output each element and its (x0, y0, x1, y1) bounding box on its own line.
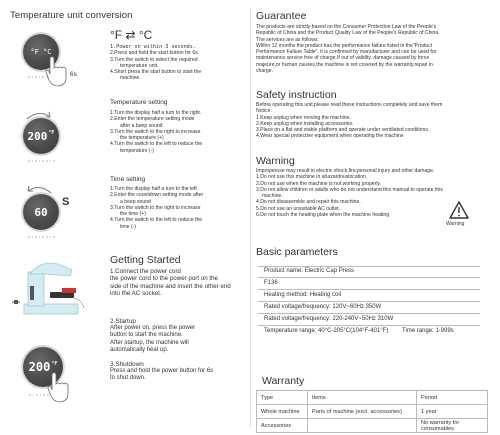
warranty-cell (308, 419, 417, 433)
unit-toggle-label: °F °C (30, 48, 52, 56)
warning-text (256, 168, 456, 218)
safety-title: Safety instruction (256, 89, 337, 101)
guarantee-title: Guarantee (256, 10, 307, 22)
step-line: 1.Turn the display half a turn to the left (110, 186, 197, 192)
step-line: side of the machine and insert the other end (110, 282, 231, 290)
step-line: 1.Turn the display half a turn to the right. (110, 110, 202, 116)
temp-conversion-title: Temperature unit conversion (10, 10, 133, 21)
safety-text (256, 102, 496, 140)
params-row (258, 278, 480, 290)
text-line: Within 12 months the product has the performance failure listed in the"Product (256, 42, 433, 49)
temp-setting-title: Temperature setting (110, 99, 168, 106)
temperature-value: 200 (27, 129, 48, 143)
params-row (258, 314, 480, 326)
time-value: 60 (34, 205, 48, 219)
warning-triangle-icon (448, 200, 470, 220)
step-line: 4.Turn the switch to the left to reduce the (110, 217, 203, 224)
text-line: The products are strictly based on the Consumer Protection Law of the People's (256, 24, 437, 30)
warranty-header: Items (308, 391, 417, 405)
warranty-table (256, 390, 488, 433)
text-line: 1.Keep unplug when moving the machine. (256, 114, 351, 121)
warranty-cell: Accessories (257, 419, 308, 433)
text-line: Improperuse may result in electric shock,fire,personal injury and other damage. (256, 168, 435, 174)
shutdown-step-title: 3.Shutdown (110, 361, 144, 368)
step-line: Press and hold the power button for 6s (110, 368, 214, 375)
connect-step-title: 1.Connect the power cord (110, 268, 181, 275)
startup-step-title: 2.Startup (110, 318, 136, 325)
warranty-header-row (257, 391, 488, 405)
step-line: a beep sound (120, 198, 151, 205)
pointing-hand-icon (44, 54, 70, 88)
text-line: majeure,or human causes,the machine is not covered by the warranty,repair in (256, 61, 433, 68)
param-value: Rated voltage/frequency: 220-240V~50Hz 310W (264, 316, 394, 322)
step-line: time (-) (120, 223, 137, 230)
step-line: 2.Enter the countdown setting mode after (110, 192, 204, 199)
step-line: 4.Turn the switch to the left to reduce the (110, 141, 203, 148)
params-row (258, 326, 480, 337)
step-line: temperature unit. (120, 62, 159, 69)
step-line: into the AC socket. (110, 290, 162, 298)
time-setting-steps (110, 186, 245, 230)
temperature-display (23, 118, 59, 154)
warranty-header: Type (257, 391, 308, 405)
temp-conversion-steps (110, 44, 240, 82)
text-line: 4.Wear special protective equipment when operating the machine (256, 133, 404, 140)
step-line: button to start the machine. (110, 332, 183, 339)
text-line: 2.Keep unplug when installing accessories. (256, 120, 354, 127)
text-line: 2.Do not use when the machine is not working properly. (256, 180, 382, 187)
warranty-row (257, 419, 488, 433)
text-line: charge. (256, 68, 273, 75)
text-line: The services are as follows: (256, 36, 319, 43)
time-unit-label: S (62, 196, 70, 208)
warranty-title: Warranty (262, 375, 305, 387)
step-line: the power cord to the power port on the (110, 275, 219, 283)
step-line: machine. (120, 75, 141, 82)
step-line: 2.Enter the temperature setting mode (110, 116, 195, 123)
warranty-cell: No warranty for consumables (417, 419, 488, 433)
step-line: 1.Power on within 3 seconds. (110, 44, 196, 50)
warranty-cell: 1 year (417, 405, 488, 419)
params-title: Basic parameters (256, 246, 338, 258)
warranty-row (257, 405, 488, 419)
connect-step (110, 268, 245, 298)
step-line: 3.Turn the switch to select the required (110, 56, 198, 63)
warning-title: Warning (256, 155, 295, 167)
text-line: 4.Do not disassemble and repair this machine. (256, 199, 361, 206)
params-row (258, 266, 480, 278)
step-line: After power on, press the power (110, 325, 196, 332)
param-value: Product name: Electric Cap Press (264, 268, 355, 274)
dial-dots (28, 160, 55, 162)
text-line: Notice: (256, 108, 272, 115)
param-time-range: Time range: 1-999s (402, 328, 454, 334)
hold-duration-label: 6s (70, 71, 77, 78)
params-row (258, 290, 480, 302)
step-line: automatically heat up. (110, 346, 169, 353)
text-line: 3.Place on a flat and stable platform and operate under ventilated conditions. (256, 127, 430, 134)
pointing-hand-icon (46, 370, 72, 404)
text-line: Republic of China and the Product Quality Law of the People's Republic of China. (256, 30, 440, 37)
step-line: 3.Turn the switch to the right to increase (110, 128, 201, 135)
warranty-header: Period (417, 391, 488, 405)
dial-dots (28, 236, 55, 238)
startup-step (110, 318, 245, 354)
column-divider (250, 8, 251, 428)
text-line: Before operating this unit,please read these instructions completely and save them (256, 102, 443, 108)
step-line: 3.Turn the switch to the right to increase (110, 204, 201, 211)
params-row (258, 302, 480, 314)
time-display (23, 194, 59, 230)
step-line: 2.Press and hold the start button for 6s. (110, 50, 200, 57)
param-value: F136 (264, 280, 278, 286)
getting-started-title: Getting Started (110, 254, 181, 266)
cap-press-machine-image (10, 252, 90, 322)
warranty-cell: Whole machine (257, 405, 308, 419)
step-line: the temperature (+) (120, 135, 164, 142)
text-line: 5.Do not use an unsuitable AC outlet. (256, 205, 341, 212)
text-line: 6.Do not touch the heating plate when the machine heating (256, 212, 390, 219)
text-line: 1.Do not use this machine in ahazardouslocation. (256, 174, 368, 181)
step-line: to shut down. (110, 375, 146, 382)
step-line: 4.Short press the start button to start the (110, 69, 202, 76)
step-line: the time (+) (120, 211, 146, 218)
step-line: after a beep sound (120, 122, 163, 129)
param-value: Heating method: Heating coil (264, 292, 342, 298)
text-line: Performance Failure Table", it is confirmed by manufacturer and can be used for (256, 49, 437, 56)
text-line: 3.Do not allow children or adults who do not understand this manual to operate this (256, 186, 443, 193)
text-line: maintenance service free of charge.If out of validity, damage caused by force (256, 55, 430, 62)
shutdown-step (110, 361, 245, 383)
temp-setting-steps (110, 110, 245, 154)
text-line: machine. (262, 193, 283, 200)
time-setting-title: Time setting (110, 176, 146, 183)
step-line: temperature (-) (120, 147, 154, 154)
unit-display-symbol: °F ⇄ °C (110, 28, 153, 42)
power-display-unit: °F (51, 360, 58, 367)
step-line: After startup, the machine will (110, 339, 189, 346)
warning-icon-label: Warning (446, 221, 465, 227)
param-temp-range: Temperature range: 40°C-205°C(104°F-401°F) (264, 328, 389, 334)
warranty-cell: Parts of machine (excl. accessories) (308, 405, 417, 419)
temperature-unit: °F (48, 130, 55, 136)
guarantee-text (256, 24, 496, 74)
power-display-value: 200 (28, 360, 51, 374)
param-value: Rated voltage/frequency: 120V~60Hz 350W (264, 304, 382, 310)
